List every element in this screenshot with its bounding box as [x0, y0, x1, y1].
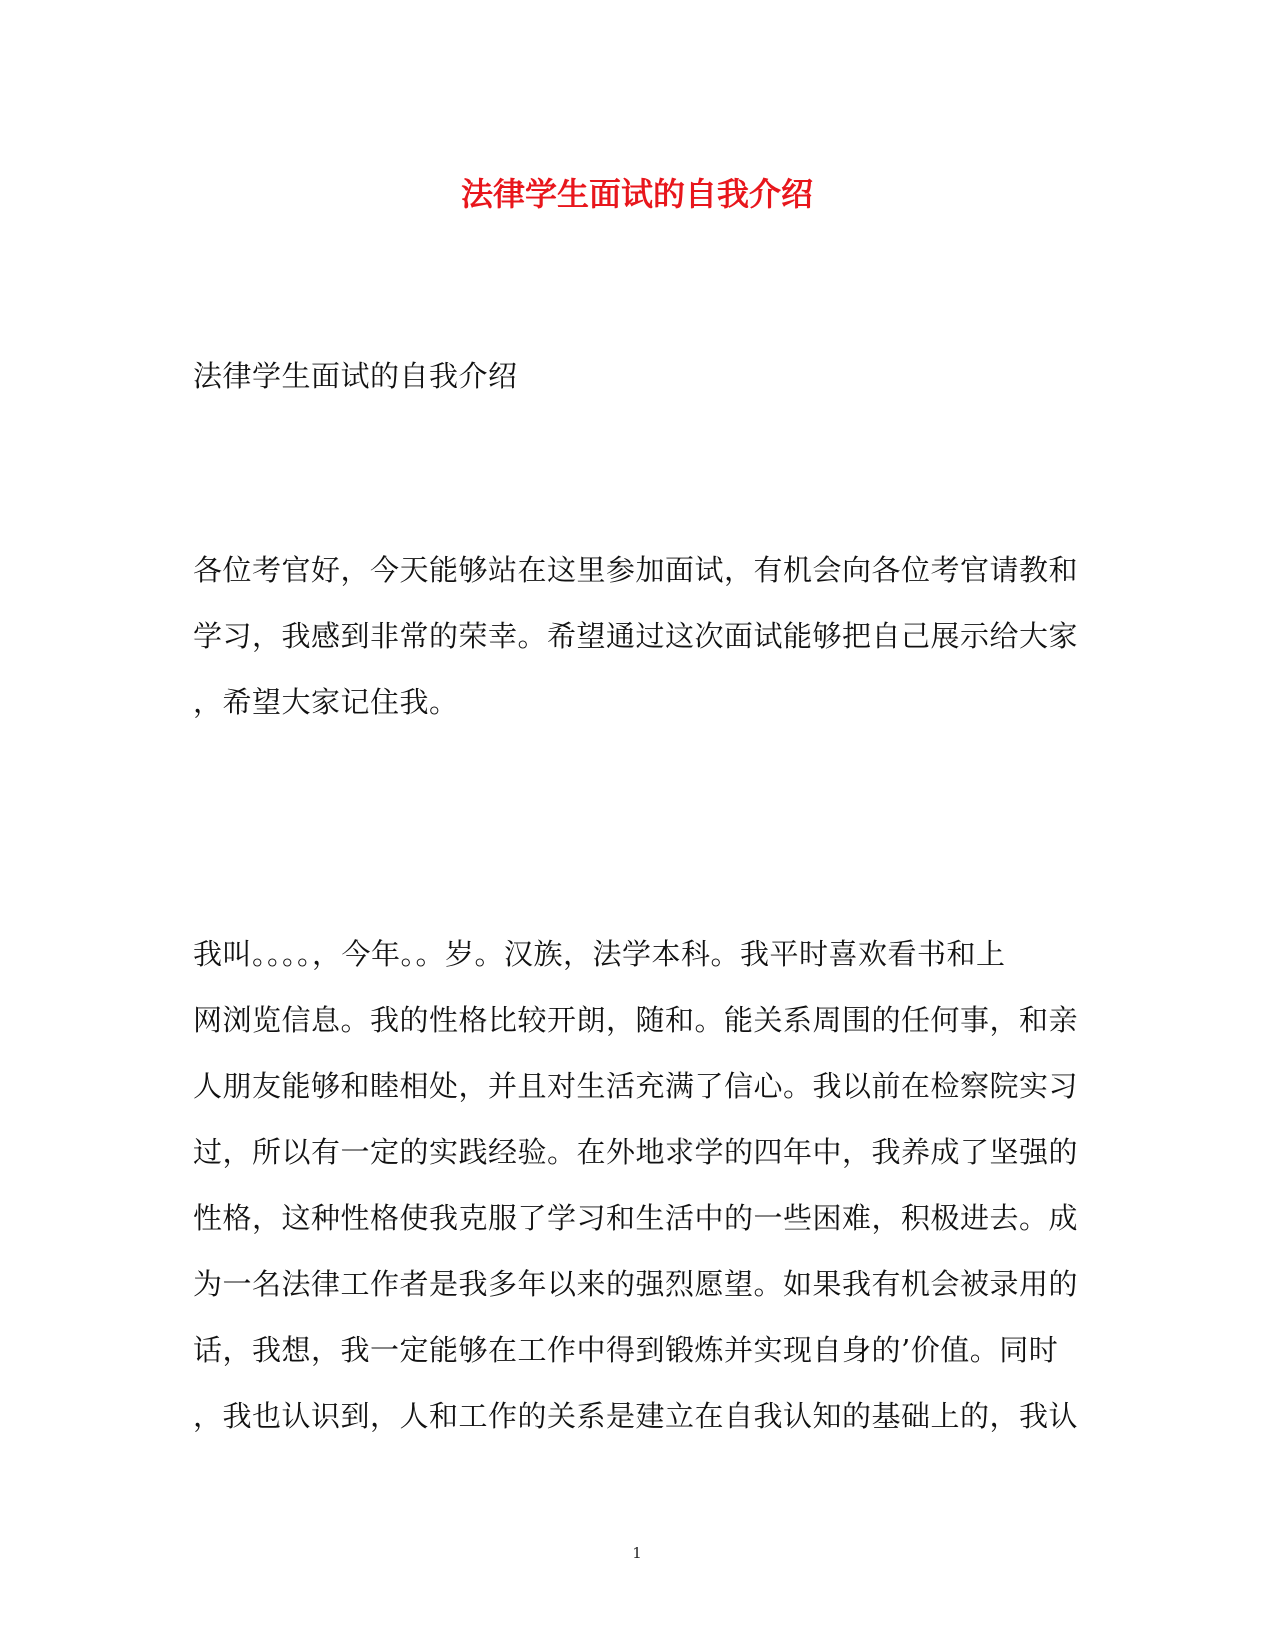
page-number: 1 [632, 1544, 642, 1562]
paragraph-line: 网浏览信息。我的性格比较开朗，随和。能关系周围的任何事，和亲 [193, 1003, 1079, 1037]
paragraph-greeting [193, 553, 1079, 752]
paragraph-line: 各位考官好，今天能够站在这里参加面试，有机会向各位考官请教和 [193, 553, 1079, 587]
paragraph-line: 性格，这种性格使我克服了学习和生活中的一些困难，积极进去。成 [193, 1201, 1079, 1235]
paragraph-line: 人朋友能够和睦相处，并且对生活充满了信心。我以前在检察院实习 [193, 1069, 1079, 1103]
paragraph-line: ，希望大家记住我。 [193, 685, 459, 719]
document-subtitle: 法律学生面试的自我介绍 [193, 359, 518, 393]
paragraph-line: 话，我想，我一定能够在工作中得到锻炼并实现自身的’价值。同时 [193, 1333, 1059, 1367]
paragraph-line: ，我也认识到，人和工作的关系是建立在自我认知的基础上的，我认 [193, 1399, 1079, 1433]
paragraph-line: 学习，我感到非常的荣幸。希望通过这次面试能够把自己展示给大家 [193, 619, 1079, 653]
paragraph-line: 我叫。。。。，今年。。岁。汉族，法学本科。我平时喜欢看书和上 [193, 937, 1006, 971]
paragraph-line: 过，所以有一定的实践经验。在外地求学的四年中，我养成了坚强的 [193, 1135, 1079, 1169]
paragraph-line: 为一名法律工作者是我多年以来的强烈愿望。如果我有机会被录用的 [193, 1267, 1079, 1301]
document-title: 法律学生面试的自我介绍 [460, 175, 813, 213]
paragraph-introduction [193, 937, 1079, 1466]
